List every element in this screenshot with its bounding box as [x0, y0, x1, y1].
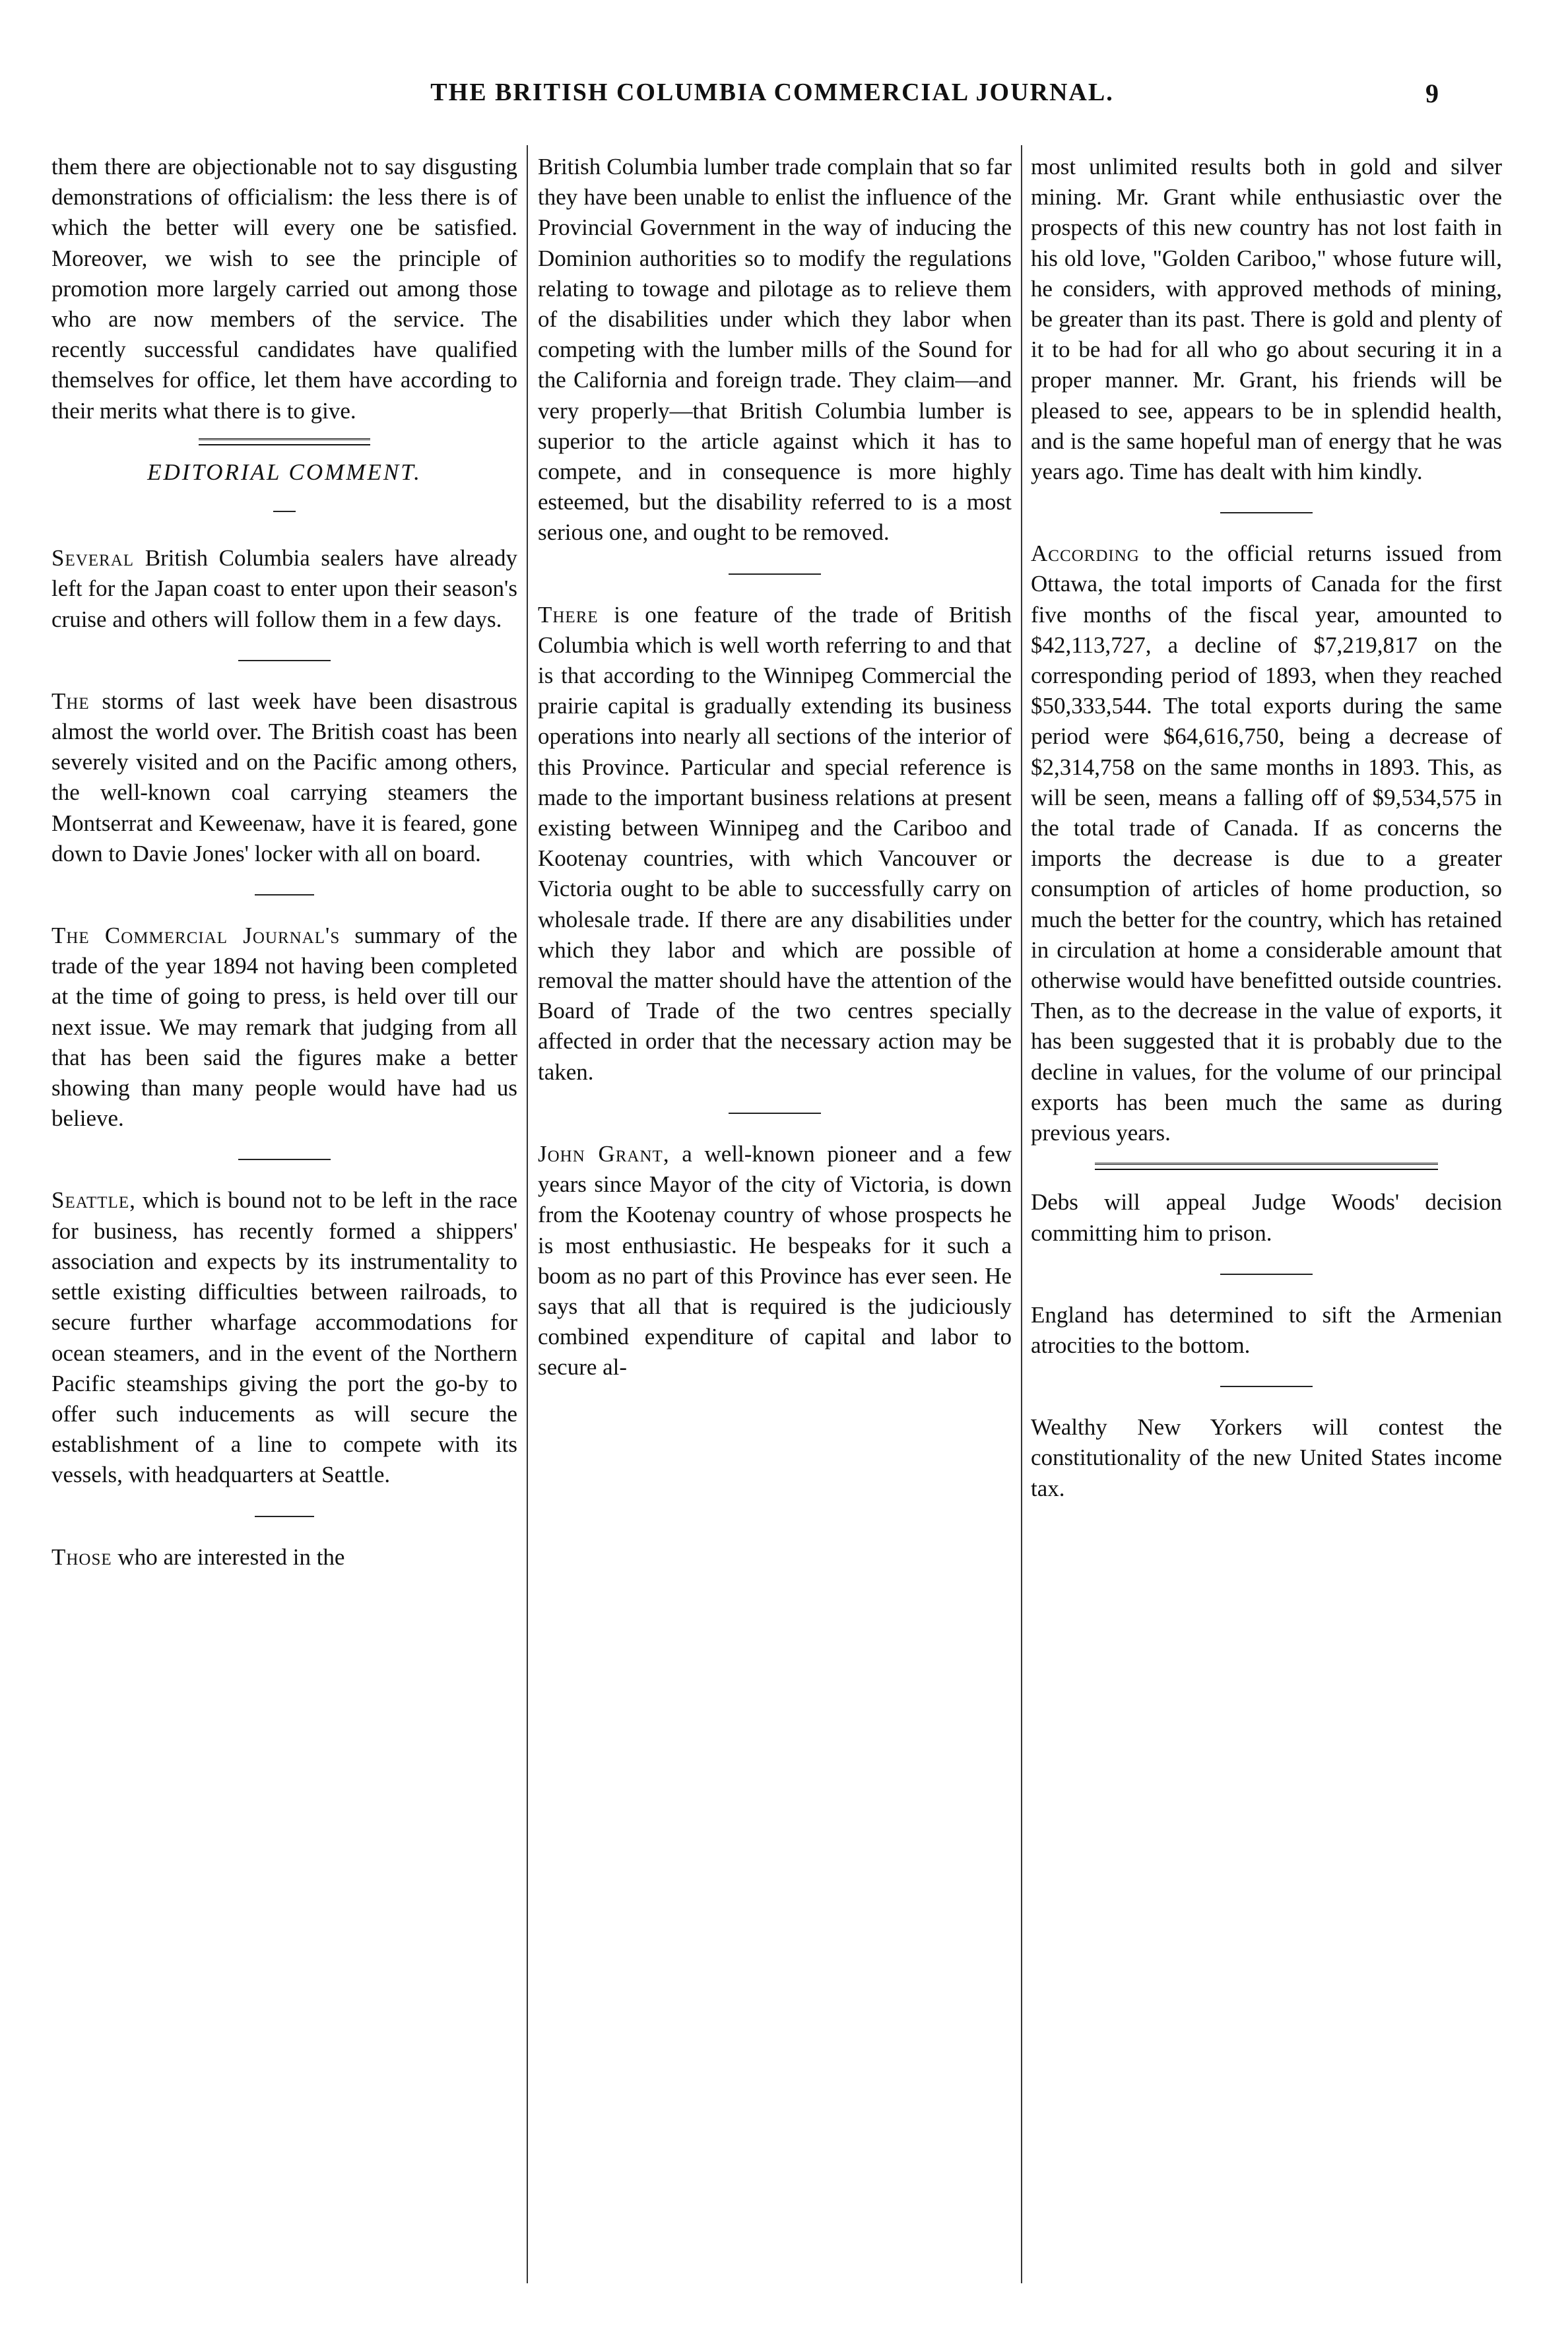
paragraph-text: is one feature of the trade of British Columbia which is well worth referring to and that is that according to the Winnipeg Commercial the prairie capital is gradually extending its business operations into nearly all sections of the interior of this Province. Particular and special reference is made to the important business relations at present existing between Winnipeg and the Cariboo and Kootenay countries, with which Vancouver or Victoria ought to be able to successfully carry on wholesale trade. If there are any disabilities under which they labor and which are possible of removal the matter should have the attention of the Board of Trade of the two centres specially affected in order that the necessary action may be taken.	[538, 601, 1012, 1085]
lead-word: Those	[51, 1544, 112, 1570]
section-rule	[199, 438, 370, 445]
journal-title: THE BRITISH COLUMBIA COMMERCIAL JOURNAL.	[430, 79, 1114, 106]
paragraph-imports	[1031, 538, 1502, 1148]
paragraph-sealers	[51, 543, 517, 635]
paragraph-separator	[1220, 512, 1313, 513]
paragraph-storms	[51, 686, 517, 869]
lead-word: The Commercial Journal's	[51, 923, 341, 949]
column-2	[538, 152, 1012, 1383]
editorial-heading: EDITORIAL COMMENT.	[147, 459, 422, 485]
paragraph-separator	[1220, 1274, 1313, 1275]
paragraph-text: British Columbia sealers have already left for the Japan coast to enter upon their season's cruise and others will follow them in a few days.	[51, 545, 517, 632]
paragraph-text: summary of the trade of the year 1894 not having been completed at the time of going to press, is held over till our next issue. We may remark that judging from all that has been said the figures make a better showing than many people would have had us believe.	[51, 923, 517, 1132]
lead-word: There	[538, 601, 599, 628]
paragraph-seattle	[51, 1185, 517, 1490]
lead-word: The	[51, 688, 90, 714]
page-header	[0, 78, 1568, 117]
paragraph-separator	[255, 1516, 314, 1517]
paragraph-separator	[729, 1113, 821, 1114]
page-number: 9	[1425, 79, 1439, 108]
paragraph-text: who are interested in the	[112, 1544, 345, 1570]
paragraph-text: storms of last week have been disastrous almost the world over. The British coast has been severely visited and on the Pacific among others, the well-known coal carrying steamers the Montserrat and Keweenaw, have it is feared, gone down to Davie Jones' locker with all on board.	[51, 688, 517, 866]
lead-word: John Grant,	[538, 1140, 670, 1167]
column-divider	[527, 145, 528, 2283]
paragraph-text: a well-known pioneer and a few years since Mayor of the city of Victoria, is down from the Kootenay country of whose prospects he is most enthusiastic. He bespeaks for it such a boom as no part of this Province has ever seen. He says that all that is required is the judiciously combined expenditure of capital and labor to secure al-	[538, 1140, 1012, 1381]
paragraph-armenian: England has determined to sift the Armenian atrocities to the bottom.	[1031, 1301, 1502, 1358]
heading-dash	[51, 494, 517, 525]
paragraph-text: which is bound not to be left in the race for business, has recently formed a shippers' association and expects by its instrumentality to settle existing difficulties between railroads, to secure further wharfage accommodations for ocean steamers, and in the event of the Northern Pacific steamships giving the port the go-by to offer such inducements as will secure the establishment of a line to compete with its vessels, with headquarters at Seattle.	[51, 1187, 517, 1488]
paragraph-summary	[51, 921, 517, 1134]
section-rule	[1095, 1163, 1438, 1170]
paragraph-separator	[238, 660, 331, 661]
paragraph-separator	[238, 1159, 331, 1160]
column-divider	[1021, 145, 1022, 2283]
lead-word: Seattle,	[51, 1187, 136, 1214]
paragraph-debs: Debs will appeal Judge Woods' decision committing him to prison.	[1031, 1189, 1502, 1246]
paragraph-text: to the official returns issued from Ottawa, the total imports of Canada for the first five months of the fiscal year, amounted to $42,113,727, a decline of $7,219,817 on the corresponding period of 1893, when they reached $50,333,544. The total exports during the same period were $64,616,750, being a decrease of $2,314,758 on the same months in 1893. This, as will be seen, means a falling off of $9,534,575 in the total trade of Canada. If as concerns the imports the decrease is due to a greater consumption of articles of home production, so much the better for the country, which has retained in circulation at home a considerable amount that otherwise would have benefitted outside countries. Then, as to the decrease in the value of exports, it has been suggested that it is probably due to the decline in values, for the volume of our principal exports has been much the same as during previous years.	[1031, 540, 1502, 1146]
paragraph-lumber-continued: British Columbia lumber trade complain that so far they have been unable to enlist the influence of the Provincial Government in the way of inducing the Dominion authorities so to modify the regulations relating to towage and pilotage as to relieve them of the disabilities under which they labor when competing with the lumber mills of the Sound for the California and foreign trade. They claim—and very properly—that British Columbia lumber is superior to the article against which it has to compete, and in consequence is more highly esteemed, but the disability referred to is a most serious one, and ought to be removed.	[538, 154, 1012, 546]
paragraph-grant-continued: most unlimited results both in gold and silver mining. Mr. Grant while enthusiastic over the prospects of this new country has not lost faith in his old love, "Golden Cariboo," whose future will, he considers, with approved methods of mining, be greater than its past. There is gold and plenty of it to be had for all who go about securing it in a proper manner. Mr. Grant, his friends will be pleased to see, appears to be in splendid health, and is the same hopeful man of energy that he was years ago. Time has dealt with him kindly.	[1031, 154, 1502, 485]
paragraph-winnipeg	[538, 600, 1012, 1088]
lead-word: Several	[51, 545, 135, 571]
paragraph-income-tax: Wealthy New Yorkers will contest the constitutionality of the new United States income tax.	[1031, 1414, 1502, 1501]
article-continuation: them there are objectionable not to say disgusting demonstrations of officialism: the less there is of which the better will every one be satisfied. Moreover, we wish to see the principle of promotion more largely carried out among those who are now members of the service. The recently successful candidates have qualified themselves for office, let them have according to their merits what there is to give.	[51, 154, 517, 424]
column-3	[1031, 152, 1502, 1504]
paragraph-separator	[255, 894, 314, 895]
lead-word: According	[1031, 540, 1140, 567]
column-1	[51, 152, 517, 1573]
paragraph-separator	[1220, 1386, 1313, 1387]
paragraph-john-grant	[538, 1139, 1012, 1383]
paragraph-lumber-start	[51, 1542, 517, 1573]
paragraph-separator	[729, 573, 821, 575]
